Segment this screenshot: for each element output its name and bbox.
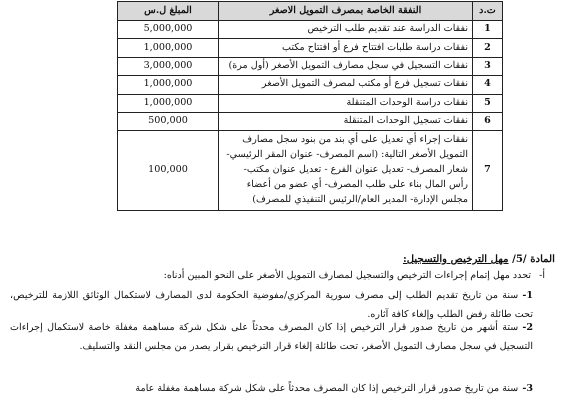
row-amount: 1,000,000	[118, 76, 219, 94]
row-num: 5	[473, 94, 503, 112]
row-amount: 1,000,000	[118, 94, 219, 112]
list-item-number: 2-	[522, 322, 533, 333]
article-title: مهل الترخيص والتسجيل:	[402, 253, 509, 265]
list-item-text: ستة أشهر من تاريخ صدور قرار الترخيص إذا كان المصرف محدثاً على شكل شركة مساهمة مغفلة خاصة لاستكمال إجراءات التسجيل في سجل مصارف التمويل الأصغر، تحت طائلة إلغاء قرار الترخيص بقرار يصدر من مجلس النقد والتسليف.	[10, 322, 533, 352]
table-row	[118, 21, 503, 39]
row-desc: نفقات إجراء أي تعديل على أي بند من بنود سجل مصارف التمويل الأصغر التالية: (اسم المصرف- عنوان المقر الرئيسي- شعار المصرف- تعديل عنوان الفرع - تعديل عنوان مكتب- رأس المال بناء على طلب المصرف- أي عضو من أعضاء مجلس الإدارة- المدير العام/الرئيس التنفيذي للمصرف)	[219, 131, 473, 210]
row-amount: 100,000	[118, 131, 219, 210]
header-amount: المبلغ ل.س	[118, 2, 219, 21]
row-amount: 1,000,000	[118, 39, 219, 57]
table-row	[118, 112, 503, 130]
table-row	[118, 76, 503, 94]
list-item-number: 3-	[522, 383, 533, 394]
row-desc: نفقات تسجيل فرع أو مكتب لمصرف التمويل الأصغر	[219, 76, 473, 94]
row-num: 3	[473, 57, 503, 75]
table-header-row	[118, 2, 503, 21]
row-num: 1	[473, 21, 503, 39]
table-row	[118, 94, 503, 112]
row-num: 6	[473, 112, 503, 130]
article-number: المادة /5/	[512, 253, 555, 265]
row-desc: نفقات دراسة طلبات افتتاح فرع أو افتتاح مكتب	[219, 39, 473, 57]
list-item	[10, 380, 533, 399]
article-heading	[403, 253, 555, 265]
row-desc: نفقات التسجيل في سجل مصارف التمويل الأصغر (أول مرة)	[219, 57, 473, 75]
row-desc: نفقات الدراسة عند تقديم طلب الترخيص	[219, 21, 473, 39]
table-row	[118, 57, 503, 75]
row-desc: نفقات تسجيل الوحدات المتنقلة	[219, 112, 473, 130]
row-amount: 500,000	[118, 112, 219, 130]
row-amount: 5,000,000	[118, 21, 219, 39]
list-item	[10, 319, 533, 356]
fees-table	[117, 1, 503, 211]
header-num: ت.د	[473, 2, 503, 21]
row-amount: 3,000,000	[118, 57, 219, 75]
item-a	[20, 270, 545, 281]
row-num: 2	[473, 39, 503, 57]
item-a-text: تحدد مهل إتمام إجراءات الترخيص والتسجيل لمصارف التمويل الأصغر على النحو المبين أدناه:	[163, 270, 532, 281]
row-desc: نفقات دراسة الوحدات المتنقلة	[219, 94, 473, 112]
list-item-text: سنة من تاريخ صدور قرار الترخيص إذا كان المصرف محدثاً على شكل شركة مساهمة مغفلة عامة	[135, 383, 519, 394]
table-row	[118, 39, 503, 57]
fees-table-container	[117, 1, 503, 211]
item-a-marker: أ-	[539, 270, 545, 281]
list-item-text: سنة من تاريخ تقديم الطلب إلى مصرف سورية المركزي/مفوضية الحكومة لدى المصارف لاستكمال الوثائق اللازمة للترخيص، تحت طائلة رفض الطلب وإلغاء كافة آثاره.	[10, 290, 533, 320]
list-item-number: 1-	[522, 290, 533, 301]
row-num: 4	[473, 76, 503, 94]
header-desc: النفقة الخاصة بمصرف التمويل الاصغر	[219, 2, 473, 21]
row-num: 7	[473, 131, 503, 210]
table-row	[118, 131, 503, 210]
